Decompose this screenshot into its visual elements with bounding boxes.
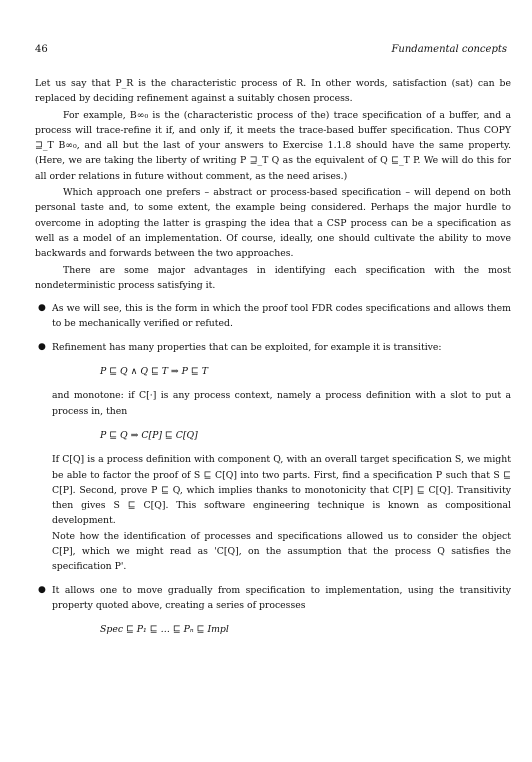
refinement-chain-formula: Spec ⊑ P₁ ⊑ … ⊑ Pₙ ⊑ Impl	[100, 624, 229, 636]
bullet-icon: ●	[38, 303, 46, 314]
bullet-refinement-monotone: and monotone: if C[·] is any process context, namely a process definition with a slot to put a process in, then	[52, 390, 511, 417]
paragraph-buffer-example: For example, B∞₀ is the (characteristic process of the) trace specification of a buffer, and a process will trace-refine it if, and only if, it meets the trace-based buffer specification. Thus COPY ⊒_T B∞₀, and all but the last of your answers to Exercise 1.1.8 should have the same property. (Here, we are taking the liberty of writing P ⊒_T Q as the equivalent of Q ⊑_T P. We will do this for all order relations in future without comment, as the need arises.)	[35, 109, 511, 182]
page-number: 46	[35, 44, 48, 55]
bullet-refinement-note: Note how the identification of processes and specifications allowed us to consider the object C[P], which we might read as 'C[Q], on the assumption that the process Q satisfies the specification P'.	[52, 530, 511, 573]
bullet-refinement-intro: Refinement has many properties that can be exploited, for example it is transitive:	[52, 341, 442, 353]
paragraph-advantages: There are some major advantages in identifying each specification with the most nondeterministic process satisfying it.	[35, 264, 511, 291]
bullet-refinement-compositional: If C[Q] is a process definition with component Q, with an overall target specification S, we might be able to factor the proof of S ⊑ C[Q] into two parts. First, find a specification P such that S ⊑ C[P]. Second, prove P ⊑ Q, which implies thanks to monotonicity that C[P] ⊑ C[Q]. Transitivity then gives S ⊑ C[Q]. This software engineering technique is known as compositional development.	[52, 454, 511, 527]
bullet-icon: ●	[38, 584, 46, 595]
running-head: Fundamental concepts	[391, 44, 507, 55]
bullet-icon: ●	[38, 341, 46, 352]
transitivity-formula: P ⊑ Q ∧ Q ⊑ T ⇒ P ⊑ T	[100, 366, 208, 378]
body-text	[35, 76, 511, 647]
bullet-gradual	[35, 583, 511, 638]
bullet-gradual-text: It allows one to move gradually from specification to implementation, using the transitivity property quoted above, creating a series of processes	[52, 584, 511, 611]
paragraph-approach-preference: Which approach one prefers – abstract or process-based specification – will depend on both personal taste and, to some extent, the example being considered. Perhaps the major hurdle to overcome in adopting the latter is grasping the idea that a CSP process can be a specification as well as a model of an implementation. Of course, ideally, one should cultivate the ability to move backwards and forwards between the two approaches.	[35, 187, 511, 260]
bullet-fdr	[35, 301, 511, 332]
bullet-fdr-text: As we will see, this is the form in which the proof tool FDR codes specifications and allows them to be mechanically verified or refuted.	[52, 303, 511, 330]
monotonicity-formula: P ⊑ Q ⇒ C[P] ⊑ C[Q]	[100, 429, 198, 441]
bullet-refinement	[35, 340, 511, 575]
paragraph-characteristic-process: Let us say that P_R is the characteristic process of R. In other words, satisfaction (sat) can be replaced by deciding refinement against a suitably chosen process.	[35, 78, 511, 105]
